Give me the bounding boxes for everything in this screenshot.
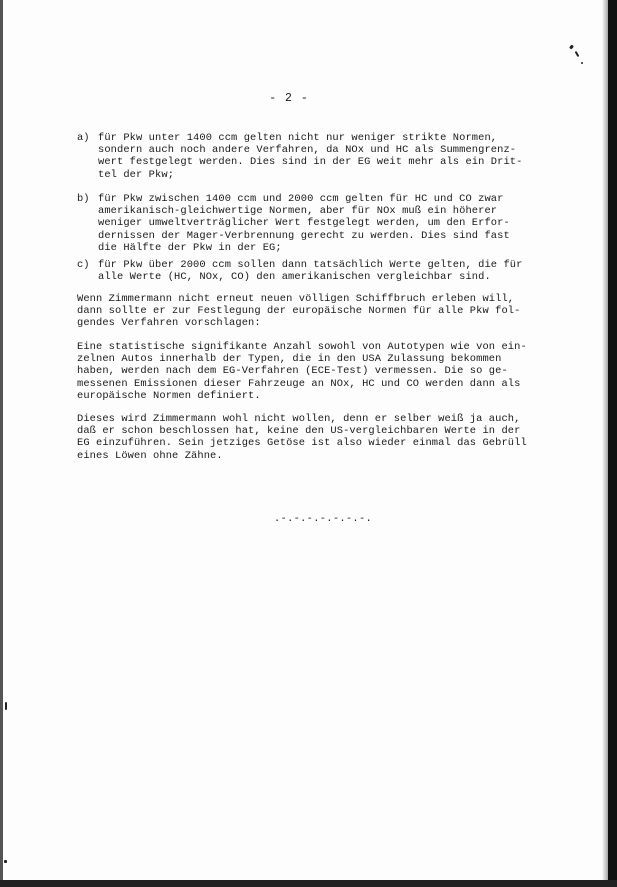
end-separator: .-.-.-.-.-.-.-. xyxy=(274,513,373,525)
scan-speck xyxy=(581,62,583,64)
scan-speck xyxy=(575,51,580,57)
list-item-text: für Pkw zwischen 1400 ccm und 2000 ccm gelten für HC und CO zwar amerikanisch-gleichwertige Normen, aber für NOx muß ein höherer weniger umweltverträglicher Wert festgelegt werden, um den Erfor- dernissen der Mager-Verbrennung gerecht zu werden. Dies sind fast die Hälfte der Pkw in der EG; xyxy=(98,193,510,254)
list-marker: c) xyxy=(77,259,90,271)
scan-speck xyxy=(5,702,7,710)
list-marker: a) xyxy=(77,132,90,144)
list-item-text: für Pkw unter 1400 ccm gelten nicht nur weniger strikte Normen, sondern auch noch andere Verfahren, da NOx und HC als Summengrenz- wert festgelegt werden. Dies sind in der EG weit mehr als ein Drit- tel der Pkw; xyxy=(98,132,523,181)
scan-edge-right xyxy=(608,0,617,887)
list-item-text: für Pkw über 2000 ccm sollen dann tatsächlich Werte gelten, die für alle Werte (HC, NOx, CO) den amerikanischen vergleichbar sind. xyxy=(98,259,523,284)
scan-edge-left xyxy=(0,0,3,887)
page-number: - 2 - xyxy=(269,92,309,105)
list-marker: b) xyxy=(77,193,90,205)
scan-speck xyxy=(569,45,574,50)
scan-edge-bottom xyxy=(0,880,617,887)
scan-speck xyxy=(4,860,7,863)
paragraph-conclusion: Dieses wird Zimmermann wohl nicht wollen, denn er selber weiß ja auch, daß er schon beschlossen hat, keine den US-vergleichbaren Werte in der EG einzuführen. Sein jetziges Getöse ist also wieder einmal das Gebrüll eines Löwen ohne Zähne. xyxy=(77,413,527,462)
paragraph-method: Eine statistische signifikante Anzahl sowohl von Autotypen wie von ein- zelnen Autos innerhalb der Typen, die in den USA Zulassung bekommen haben, werden nach dem EG-Verfahren (ECE-Test) vermessen. Die so ge- messenen Emissionen dieser Fahrzeuge an NOx, HC und CO werden dann als europäische Normen definiert. xyxy=(77,341,527,402)
paragraph-proposal: Wenn Zimmermann nicht erneut neuen völligen Schiffbruch erleben will, dann sollte er zur Festlegung der europäische Normen für alle Pkw fol- gendes Verfahren vorschlagen: xyxy=(77,293,521,330)
